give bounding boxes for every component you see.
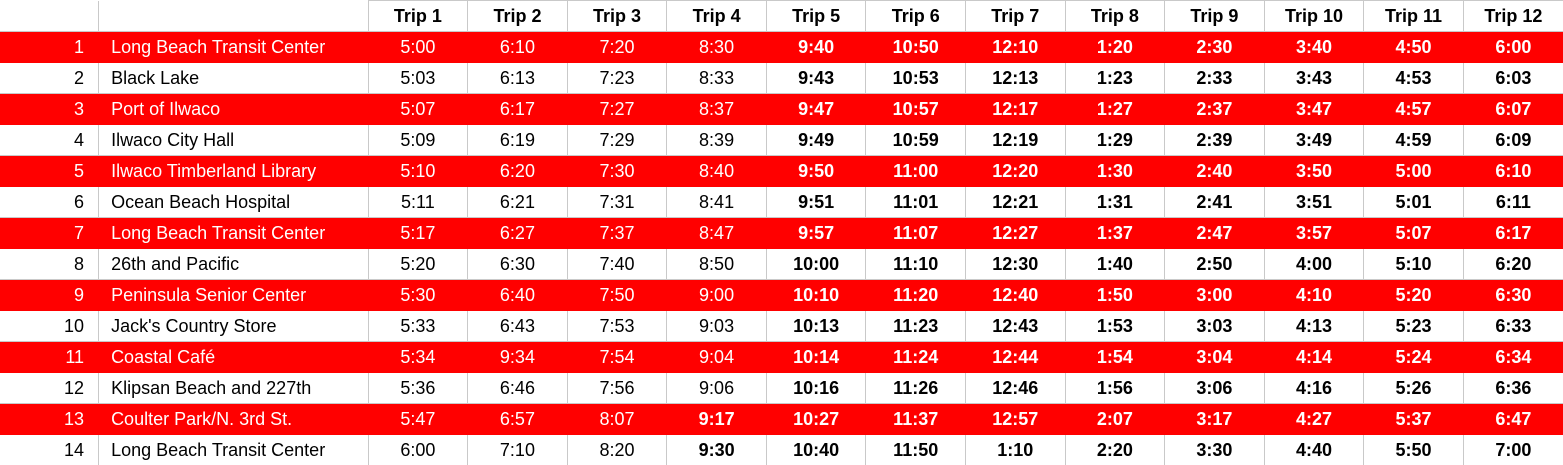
header-stop-name <box>99 1 369 32</box>
trip-6-time: 10:53 <box>866 63 966 94</box>
header-trip-6: Trip 6 <box>866 1 966 32</box>
trip-3-time: 7:53 <box>567 311 667 342</box>
trip-4-time: 9:17 <box>667 404 767 435</box>
trip-7-time: 12:21 <box>965 187 1065 218</box>
trip-11-time: 5:23 <box>1364 311 1464 342</box>
stop-number: 11 <box>0 342 99 373</box>
stop-number: 4 <box>0 125 99 156</box>
table-row <box>0 435 1563 465</box>
trip-7-time: 12:19 <box>965 125 1065 156</box>
trip-4-time: 8:40 <box>667 156 767 187</box>
table-row <box>0 249 1563 280</box>
trip-10-time: 4:27 <box>1264 404 1364 435</box>
trip-5-time: 9:43 <box>766 63 866 94</box>
trip-5-time: 10:27 <box>766 404 866 435</box>
table-row <box>0 63 1563 94</box>
trip-1-time: 5:20 <box>368 249 468 280</box>
trip-8-time: 1:20 <box>1065 32 1165 63</box>
header-trip-7: Trip 7 <box>965 1 1065 32</box>
trip-9-time: 3:00 <box>1165 280 1265 311</box>
stop-number: 1 <box>0 32 99 63</box>
trip-6-time: 11:07 <box>866 218 966 249</box>
trip-8-time: 1:29 <box>1065 125 1165 156</box>
trip-8-time: 1:37 <box>1065 218 1165 249</box>
trip-12-time: 6:20 <box>1463 249 1563 280</box>
stop-name: Port of Ilwaco <box>99 94 369 125</box>
trip-2-time: 9:34 <box>468 342 568 373</box>
table-row <box>0 32 1563 63</box>
trip-7-time: 12:40 <box>965 280 1065 311</box>
header-trip-8: Trip 8 <box>1065 1 1165 32</box>
trip-3-time: 8:07 <box>567 404 667 435</box>
trip-7-time: 12:27 <box>965 218 1065 249</box>
trip-12-time: 6:36 <box>1463 373 1563 404</box>
trip-3-time: 7:23 <box>567 63 667 94</box>
stop-number: 14 <box>0 435 99 465</box>
trip-1-time: 5:00 <box>368 32 468 63</box>
trip-11-time: 5:50 <box>1364 435 1464 465</box>
trip-1-time: 5:09 <box>368 125 468 156</box>
trip-4-time: 9:30 <box>667 435 767 465</box>
trip-11-time: 5:00 <box>1364 156 1464 187</box>
trip-8-time: 1:27 <box>1065 94 1165 125</box>
stop-number: 2 <box>0 63 99 94</box>
trip-6-time: 11:50 <box>866 435 966 465</box>
header-trip-12: Trip 12 <box>1463 1 1563 32</box>
trip-8-time: 1:50 <box>1065 280 1165 311</box>
stop-number: 5 <box>0 156 99 187</box>
trip-1-time: 5:07 <box>368 94 468 125</box>
trip-6-time: 11:24 <box>866 342 966 373</box>
trip-4-time: 8:37 <box>667 94 767 125</box>
table-row <box>0 311 1563 342</box>
trip-10-time: 3:51 <box>1264 187 1364 218</box>
trip-1-time: 5:47 <box>368 404 468 435</box>
stop-name: Jack's Country Store <box>99 311 369 342</box>
trip-9-time: 3:17 <box>1165 404 1265 435</box>
header-trip-4: Trip 4 <box>667 1 767 32</box>
trip-3-time: 7:31 <box>567 187 667 218</box>
trip-8-time: 1:31 <box>1065 187 1165 218</box>
trip-5-time: 10:13 <box>766 311 866 342</box>
trip-6-time: 11:00 <box>866 156 966 187</box>
trip-11-time: 4:50 <box>1364 32 1464 63</box>
trip-3-time: 7:40 <box>567 249 667 280</box>
trip-1-time: 5:03 <box>368 63 468 94</box>
trip-3-time: 7:54 <box>567 342 667 373</box>
trip-9-time: 3:06 <box>1165 373 1265 404</box>
header-trip-9: Trip 9 <box>1165 1 1265 32</box>
trip-4-time: 8:33 <box>667 63 767 94</box>
trip-3-time: 7:20 <box>567 32 667 63</box>
trip-2-time: 6:19 <box>468 125 568 156</box>
trip-9-time: 2:50 <box>1165 249 1265 280</box>
stop-name: Ilwaco City Hall <box>99 125 369 156</box>
trip-3-time: 7:29 <box>567 125 667 156</box>
trip-9-time: 2:30 <box>1165 32 1265 63</box>
trip-5-time: 10:40 <box>766 435 866 465</box>
stop-name: 26th and Pacific <box>99 249 369 280</box>
trip-11-time: 4:57 <box>1364 94 1464 125</box>
stop-number: 12 <box>0 373 99 404</box>
header-trip-11: Trip 11 <box>1364 1 1464 32</box>
trip-7-time: 12:20 <box>965 156 1065 187</box>
trip-8-time: 1:53 <box>1065 311 1165 342</box>
trip-2-time: 6:30 <box>468 249 568 280</box>
trip-3-time: 7:56 <box>567 373 667 404</box>
trip-12-time: 6:10 <box>1463 156 1563 187</box>
table-row <box>0 404 1563 435</box>
trip-6-time: 10:57 <box>866 94 966 125</box>
header-trip-5: Trip 5 <box>766 1 866 32</box>
stop-number: 9 <box>0 280 99 311</box>
trip-6-time: 11:01 <box>866 187 966 218</box>
stop-number: 7 <box>0 218 99 249</box>
trip-9-time: 3:30 <box>1165 435 1265 465</box>
trip-12-time: 6:33 <box>1463 311 1563 342</box>
header-trip-3: Trip 3 <box>567 1 667 32</box>
trip-4-time: 9:06 <box>667 373 767 404</box>
trip-8-time: 2:20 <box>1065 435 1165 465</box>
trip-9-time: 2:41 <box>1165 187 1265 218</box>
trip-6-time: 11:37 <box>866 404 966 435</box>
trip-5-time: 9:49 <box>766 125 866 156</box>
trip-5-time: 10:00 <box>766 249 866 280</box>
trip-7-time: 12:43 <box>965 311 1065 342</box>
trip-6-time: 11:26 <box>866 373 966 404</box>
stop-name: Klipsan Beach and 227th <box>99 373 369 404</box>
trip-11-time: 4:53 <box>1364 63 1464 94</box>
trip-10-time: 4:40 <box>1264 435 1364 465</box>
trip-10-time: 3:43 <box>1264 63 1364 94</box>
trip-1-time: 5:30 <box>368 280 468 311</box>
stop-name: Coastal Café <box>99 342 369 373</box>
header-trip-10: Trip 10 <box>1264 1 1364 32</box>
table-row <box>0 125 1563 156</box>
trip-10-time: 3:57 <box>1264 218 1364 249</box>
trip-2-time: 7:10 <box>468 435 568 465</box>
header-trip-1: Trip 1 <box>368 1 468 32</box>
trip-4-time: 8:47 <box>667 218 767 249</box>
trip-2-time: 6:43 <box>468 311 568 342</box>
trip-10-time: 3:49 <box>1264 125 1364 156</box>
stop-number: 8 <box>0 249 99 280</box>
trip-11-time: 5:24 <box>1364 342 1464 373</box>
trip-3-time: 7:30 <box>567 156 667 187</box>
trip-9-time: 3:04 <box>1165 342 1265 373</box>
trip-12-time: 6:47 <box>1463 404 1563 435</box>
trip-11-time: 5:01 <box>1364 187 1464 218</box>
trip-1-time: 5:33 <box>368 311 468 342</box>
trip-5-time: 9:57 <box>766 218 866 249</box>
trip-12-time: 6:00 <box>1463 32 1563 63</box>
table-row <box>0 156 1563 187</box>
trip-7-time: 12:13 <box>965 63 1065 94</box>
trip-1-time: 6:00 <box>368 435 468 465</box>
trip-7-time: 12:57 <box>965 404 1065 435</box>
trip-10-time: 4:13 <box>1264 311 1364 342</box>
trip-1-time: 5:17 <box>368 218 468 249</box>
trip-9-time: 3:03 <box>1165 311 1265 342</box>
trip-12-time: 6:09 <box>1463 125 1563 156</box>
trip-2-time: 6:27 <box>468 218 568 249</box>
trip-7-time: 12:10 <box>965 32 1065 63</box>
trip-7-time: 12:46 <box>965 373 1065 404</box>
trip-4-time: 9:04 <box>667 342 767 373</box>
trip-11-time: 5:26 <box>1364 373 1464 404</box>
trip-10-time: 3:50 <box>1264 156 1364 187</box>
trip-12-time: 6:34 <box>1463 342 1563 373</box>
trip-3-time: 7:37 <box>567 218 667 249</box>
trip-6-time: 11:23 <box>866 311 966 342</box>
trip-9-time: 2:40 <box>1165 156 1265 187</box>
trip-9-time: 2:37 <box>1165 94 1265 125</box>
trip-5-time: 9:47 <box>766 94 866 125</box>
stop-name: Coulter Park/N. 3rd St. <box>99 404 369 435</box>
trip-12-time: 6:03 <box>1463 63 1563 94</box>
table-row <box>0 187 1563 218</box>
trip-3-time: 7:50 <box>567 280 667 311</box>
trip-2-time: 6:17 <box>468 94 568 125</box>
trip-5-time: 10:10 <box>766 280 866 311</box>
trip-8-time: 1:40 <box>1065 249 1165 280</box>
trip-2-time: 6:57 <box>468 404 568 435</box>
trip-12-time: 6:07 <box>1463 94 1563 125</box>
trip-5-time: 10:16 <box>766 373 866 404</box>
trip-2-time: 6:46 <box>468 373 568 404</box>
stop-number: 13 <box>0 404 99 435</box>
trip-10-time: 4:10 <box>1264 280 1364 311</box>
trip-5-time: 9:50 <box>766 156 866 187</box>
table-row <box>0 94 1563 125</box>
trip-7-time: 1:10 <box>965 435 1065 465</box>
trip-11-time: 5:37 <box>1364 404 1464 435</box>
trip-4-time: 9:03 <box>667 311 767 342</box>
trip-1-time: 5:36 <box>368 373 468 404</box>
trip-7-time: 12:17 <box>965 94 1065 125</box>
stop-name: Black Lake <box>99 63 369 94</box>
trip-4-time: 8:50 <box>667 249 767 280</box>
trip-4-time: 8:39 <box>667 125 767 156</box>
trip-12-time: 6:17 <box>1463 218 1563 249</box>
table-row <box>0 342 1563 373</box>
trip-7-time: 12:44 <box>965 342 1065 373</box>
stop-name: Peninsula Senior Center <box>99 280 369 311</box>
trip-2-time: 6:40 <box>468 280 568 311</box>
header-row <box>0 1 1563 32</box>
stop-name: Ilwaco Timberland Library <box>99 156 369 187</box>
header-trip-2: Trip 2 <box>468 1 568 32</box>
trip-1-time: 5:10 <box>368 156 468 187</box>
trip-8-time: 1:30 <box>1065 156 1165 187</box>
trip-8-time: 1:54 <box>1065 342 1165 373</box>
trip-11-time: 5:10 <box>1364 249 1464 280</box>
stop-number: 6 <box>0 187 99 218</box>
stop-number: 10 <box>0 311 99 342</box>
trip-1-time: 5:11 <box>368 187 468 218</box>
trip-10-time: 4:00 <box>1264 249 1364 280</box>
trip-11-time: 5:07 <box>1364 218 1464 249</box>
stop-name: Long Beach Transit Center <box>99 218 369 249</box>
trip-7-time: 12:30 <box>965 249 1065 280</box>
trip-6-time: 10:50 <box>866 32 966 63</box>
trip-5-time: 9:51 <box>766 187 866 218</box>
trip-4-time: 8:30 <box>667 32 767 63</box>
stop-name: Long Beach Transit Center <box>99 32 369 63</box>
trip-3-time: 7:27 <box>567 94 667 125</box>
trip-5-time: 9:40 <box>766 32 866 63</box>
trip-9-time: 2:33 <box>1165 63 1265 94</box>
trip-11-time: 4:59 <box>1364 125 1464 156</box>
trip-2-time: 6:20 <box>468 156 568 187</box>
trip-8-time: 1:23 <box>1065 63 1165 94</box>
trip-6-time: 10:59 <box>866 125 966 156</box>
table-header <box>0 1 1563 32</box>
trip-3-time: 8:20 <box>567 435 667 465</box>
trip-12-time: 6:11 <box>1463 187 1563 218</box>
trip-12-time: 6:30 <box>1463 280 1563 311</box>
trip-5-time: 10:14 <box>766 342 866 373</box>
table-body <box>0 32 1563 465</box>
trip-8-time: 2:07 <box>1065 404 1165 435</box>
header-stop-number <box>0 1 99 32</box>
trip-2-time: 6:21 <box>468 187 568 218</box>
trip-8-time: 1:56 <box>1065 373 1165 404</box>
trip-4-time: 9:00 <box>667 280 767 311</box>
trip-2-time: 6:10 <box>468 32 568 63</box>
table-row <box>0 373 1563 404</box>
trip-10-time: 3:40 <box>1264 32 1364 63</box>
table-row <box>0 218 1563 249</box>
stop-number: 3 <box>0 94 99 125</box>
trip-12-time: 7:00 <box>1463 435 1563 465</box>
trip-9-time: 2:39 <box>1165 125 1265 156</box>
trip-10-time: 3:47 <box>1264 94 1364 125</box>
trip-4-time: 8:41 <box>667 187 767 218</box>
trip-6-time: 11:20 <box>866 280 966 311</box>
stop-name: Ocean Beach Hospital <box>99 187 369 218</box>
table-row <box>0 280 1563 311</box>
stop-name: Long Beach Transit Center <box>99 435 369 465</box>
trip-10-time: 4:14 <box>1264 342 1364 373</box>
trip-9-time: 2:47 <box>1165 218 1265 249</box>
trip-1-time: 5:34 <box>368 342 468 373</box>
trip-2-time: 6:13 <box>468 63 568 94</box>
trip-11-time: 5:20 <box>1364 280 1464 311</box>
trip-6-time: 11:10 <box>866 249 966 280</box>
trip-10-time: 4:16 <box>1264 373 1364 404</box>
